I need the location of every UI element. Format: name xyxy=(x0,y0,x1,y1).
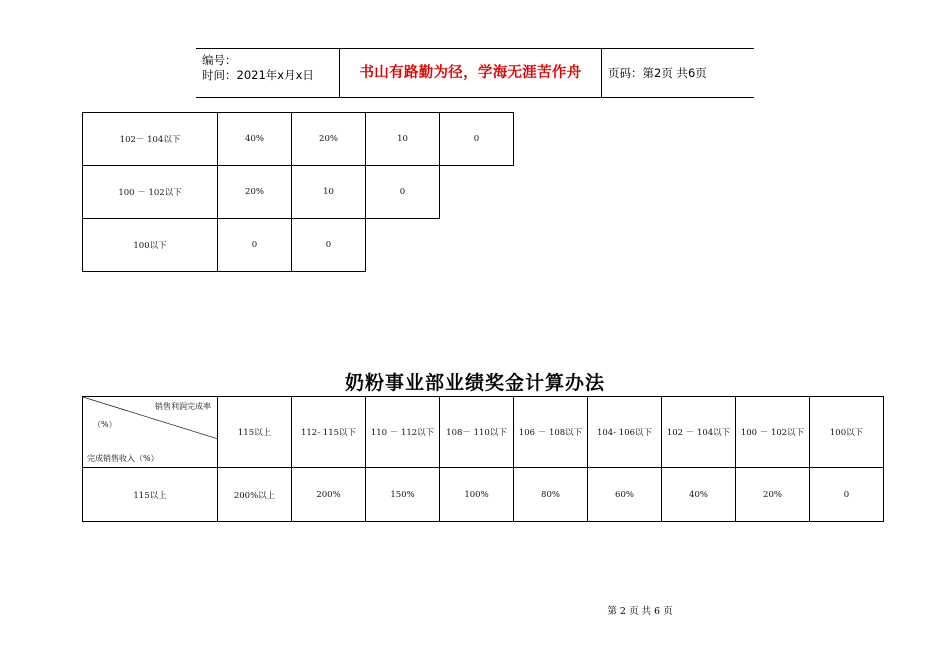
table-cell: 20% xyxy=(291,112,366,166)
table-cell: 0 xyxy=(291,218,366,272)
table-row xyxy=(83,468,884,522)
bonus-table xyxy=(82,396,884,522)
corner-header-bottom: 完成销售收入（%） xyxy=(87,454,159,463)
table-cell: 200%以上 xyxy=(218,468,292,522)
header-motto: 书山有路勤为径，学海无涯苦作舟 xyxy=(359,65,582,81)
column-header: 112- 115以下 xyxy=(292,397,366,468)
column-header: 110 － 112以下 xyxy=(366,397,440,468)
table-cell: 0 xyxy=(365,165,440,219)
column-header: 106 － 108以下 xyxy=(514,397,588,468)
column-header: 100 － 102以下 xyxy=(736,397,810,468)
corner-header-top: 销售利润完成率 xyxy=(155,402,211,411)
table-row-label: 115以上 xyxy=(83,468,218,522)
corner-header-cell xyxy=(83,397,218,468)
table-cell: 0 xyxy=(439,112,514,166)
table-cell: 100% xyxy=(440,468,514,522)
table-cell: 0 xyxy=(217,218,292,272)
header-divider xyxy=(601,49,602,97)
column-header: 115以上 xyxy=(218,397,292,468)
table-header-row xyxy=(83,397,884,468)
table-cell: 40% xyxy=(217,112,292,166)
table-row-label: 102－ 104以下 xyxy=(82,112,218,166)
column-header: 102 － 104以下 xyxy=(662,397,736,468)
table-cell: 40% xyxy=(662,468,736,522)
table-cell: 0 xyxy=(810,468,884,522)
table-cell: 10 xyxy=(365,112,440,166)
page-header xyxy=(196,48,754,98)
table-cell: 60% xyxy=(588,468,662,522)
table-cell: 20% xyxy=(736,468,810,522)
column-header: 100以下 xyxy=(810,397,884,468)
table-cell: 150% xyxy=(366,468,440,522)
header-page-info: 页码：第2页 共6页 xyxy=(608,66,707,80)
table-cell: 80% xyxy=(514,468,588,522)
table-row-label: 100以下 xyxy=(82,218,218,272)
table-cell: 200% xyxy=(292,468,366,522)
table-cell: 20% xyxy=(217,165,292,219)
header-meta xyxy=(202,51,338,95)
corner-header-unit: （%） xyxy=(93,420,117,429)
table-row-label: 100 － 102以下 xyxy=(82,165,218,219)
time-label: 时间：2021年x月x日 xyxy=(202,68,314,82)
table-cell: 10 xyxy=(291,165,366,219)
section-title: 奶粉事业部业绩奖金计算办法 xyxy=(344,372,605,394)
column-header: 108－ 110以下 xyxy=(440,397,514,468)
code-label: 编号： xyxy=(202,53,237,67)
page-footer: 第 2 页 共 6 页 xyxy=(607,606,673,617)
column-header: 104- 106以下 xyxy=(588,397,662,468)
